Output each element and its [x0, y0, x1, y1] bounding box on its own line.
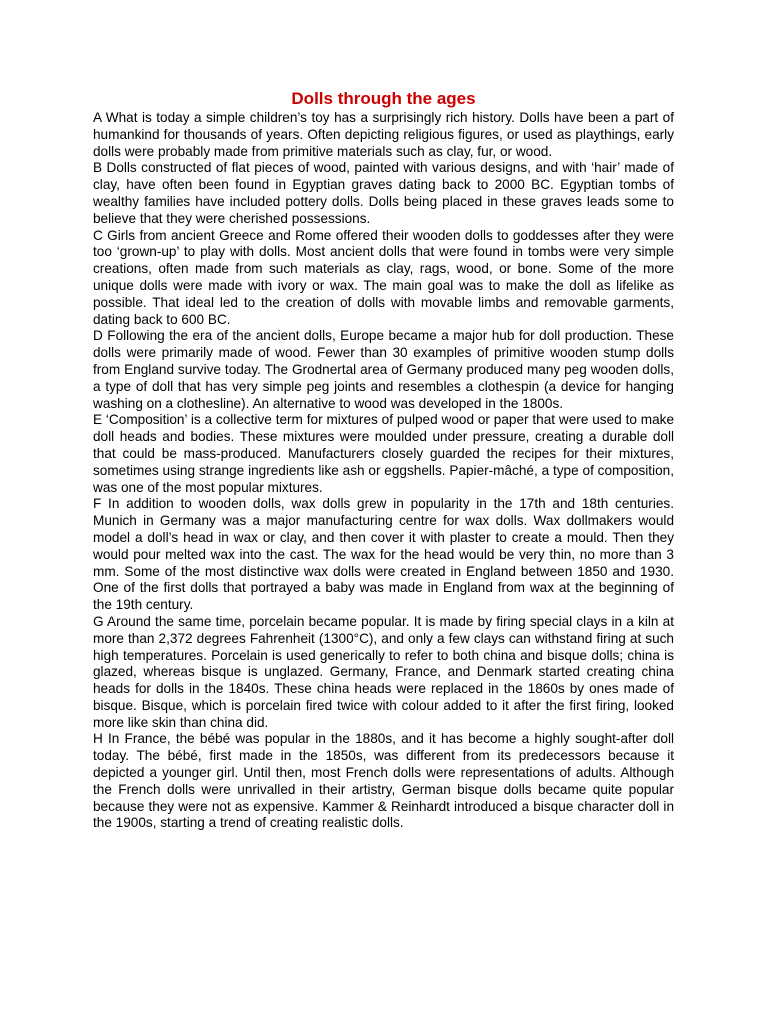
- paragraph-g: G Around the same time, porcelain became popular. It is made by firing special clays in a kiln at more than 2,372 degrees Fahrenheit (1300°C), and only a few clays can withstand firing at such high temperatures. Porcelain is used generically to refer to both china and bisque dolls; china is glazed, whereas bisque is unglazed. Germany, France, and Denmark started creating china heads for dolls in the 1840s. These china heads were replaced in the 1860s by ones made of bisque. Bisque, which is porcelain fired twice with colour added to it after the first firing, looked more like skin than china did.: [93, 613, 674, 730]
- paragraph-e: E ‘Composition’ is a collective term for mixtures of pulped wood or paper that were used to make doll heads and bodies. These mixtures were moulded under pressure, creating a durable doll that could be mass-produced. Manufacturers closely guarded the recipes for their mixtures, sometimes using strange ingredients like ash or eggshells. Papier-mâché, a type of composition, was one of the most popular mixtures.: [93, 412, 674, 495]
- paragraph-c: C Girls from ancient Greece and Rome offered their wooden dolls to goddesses after they were too ‘grown-up’ to play with dolls. Most ancient dolls that were found in tombs were very simple creations, often made from such materials as clay, rags, wood, or bone. Some of the more unique dolls were made with ivory or wax. The main goal was to make the doll as lifelike as possible. That ideal led to the creation of dolls with movable limbs and removable garments, dating back to 600 BC.: [93, 227, 674, 327]
- paragraph-a: A What is today a simple children’s toy has a surprisingly rich history. Dolls have been a part of humankind for thousands of years. Often depicting religious figures, or used as playthings, early dolls were probably made from primitive materials such as clay, fur, or wood.: [93, 110, 674, 159]
- document-page: [93, 88, 674, 832]
- paragraph-f: F In addition to wooden dolls, wax dolls grew in popularity in the 17th and 18th centuries. Munich in Germany was a major manufacturing centre for wax dolls. Wax dollmakers would model a doll’s head in wax or clay, and then cover it with plaster to create a mould. Then they would pour melted wax into the cast. The wax for the head would be very thin, no more than 3 mm. Some of the most distinctive wax dolls were created in England between 1850 and 1930. One of the first dolls that portrayed a baby was made in England from wax at the beginning of the 19th century.: [93, 496, 674, 613]
- paragraph-d: D Following the era of the ancient dolls, Europe became a major hub for doll production. These dolls were primarily made of wood. Fewer than 30 examples of primitive wooden stump dolls from England survive today. The Grodnertal area of Germany produced many peg wooden dolls, a type of doll that has very simple peg joints and resembles a clothespin (a device for hanging washing on a clothesline). An alternative to wood was developed in the 1800s.: [93, 328, 674, 411]
- document-title: Dolls through the ages: [291, 89, 476, 108]
- paragraph-h: H In France, the bébé was popular in the 1880s, and it has become a highly sought-after doll today. The bébé, first made in the 1850s, was different from its predecessors because it depicted a younger girl. Until then, most French dolls were representations of adults. Although the French dolls were unrivalled in their artistry, German bisque dolls became quite popular because they were not as expensive. Kammer & Reinhardt introduced a bisque character doll in the 1900s, starting a trend of creating realistic dolls.: [93, 731, 674, 831]
- paragraph-b: B Dolls constructed of flat pieces of wood, painted with various designs, and with ‘hair’ made of clay, have often been found in Egyptian graves dating back to 2000 BC. Egyptian tombs of wealthy families have included pottery dolls. Dolls being placed in these graves leads some to believe that they were cherished possessions.: [93, 160, 674, 226]
